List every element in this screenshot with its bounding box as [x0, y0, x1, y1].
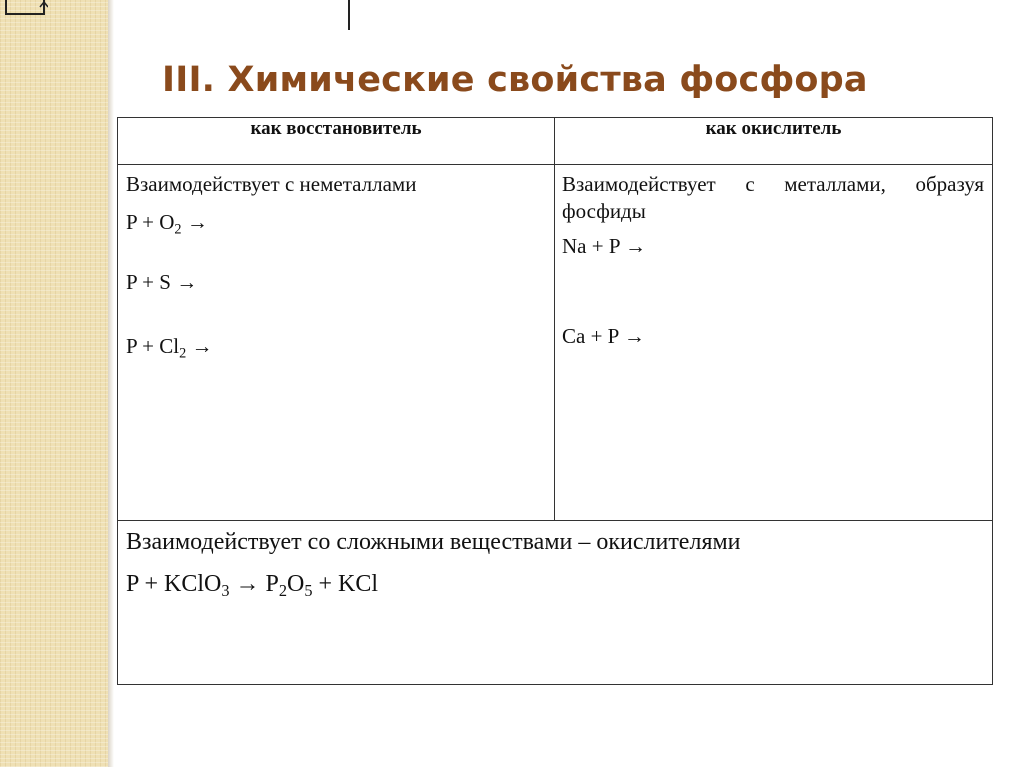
reaction-left: P + O — [126, 210, 175, 234]
reaction-p-cl2 — [126, 333, 213, 362]
reaction-subscript: 2 — [174, 221, 182, 238]
oxidizer-cell — [555, 165, 993, 521]
vertical-divider-line — [348, 0, 350, 30]
reaction-kclo3 — [126, 569, 378, 599]
reaction-ca-p: Ca + P → — [562, 324, 645, 348]
header-reducer: как восстановитель — [118, 118, 555, 165]
table-row — [118, 521, 993, 685]
reaction-arrow: → — [186, 334, 213, 358]
equation-subscript: 3 — [221, 580, 230, 600]
equation-part: → P — [229, 571, 279, 597]
reaction-left: P + Cl — [126, 334, 180, 358]
equation-part: O — [287, 571, 305, 597]
reaction-subscript: 2 — [179, 345, 187, 362]
equation-part: P + KClO — [126, 571, 222, 597]
equation-part: + KCl — [312, 571, 379, 597]
reducer-description: Взаимодействует с неметаллами — [126, 172, 417, 196]
decorative-left-band — [0, 0, 108, 767]
table-header-row — [118, 118, 993, 165]
header-oxidizer: как окислитель — [555, 118, 993, 165]
oxidizer-description: Взаимодействует с металлами, образуя фосфиды — [562, 172, 984, 224]
corner-bracket-icon — [4, 0, 48, 16]
reaction-arrow: → — [181, 210, 208, 234]
complex-cell — [118, 521, 993, 685]
equation-subscript: 5 — [304, 580, 313, 600]
reaction-left: P + S — [126, 270, 171, 294]
table-row — [118, 165, 993, 521]
properties-table — [117, 117, 993, 685]
reaction-p-o2 — [126, 209, 208, 238]
band-shadow — [108, 0, 114, 767]
equation-subscript: 2 — [278, 580, 288, 600]
reaction-na-p: Na + P → — [562, 234, 646, 258]
reaction-p-s — [126, 269, 197, 295]
reducer-cell — [118, 165, 555, 521]
slide-title: III. Химические свойства фосфора — [162, 60, 868, 100]
complex-description: Взаимодействует со сложными веществами – окислителями — [126, 529, 741, 555]
reaction-arrow: → — [170, 270, 198, 294]
